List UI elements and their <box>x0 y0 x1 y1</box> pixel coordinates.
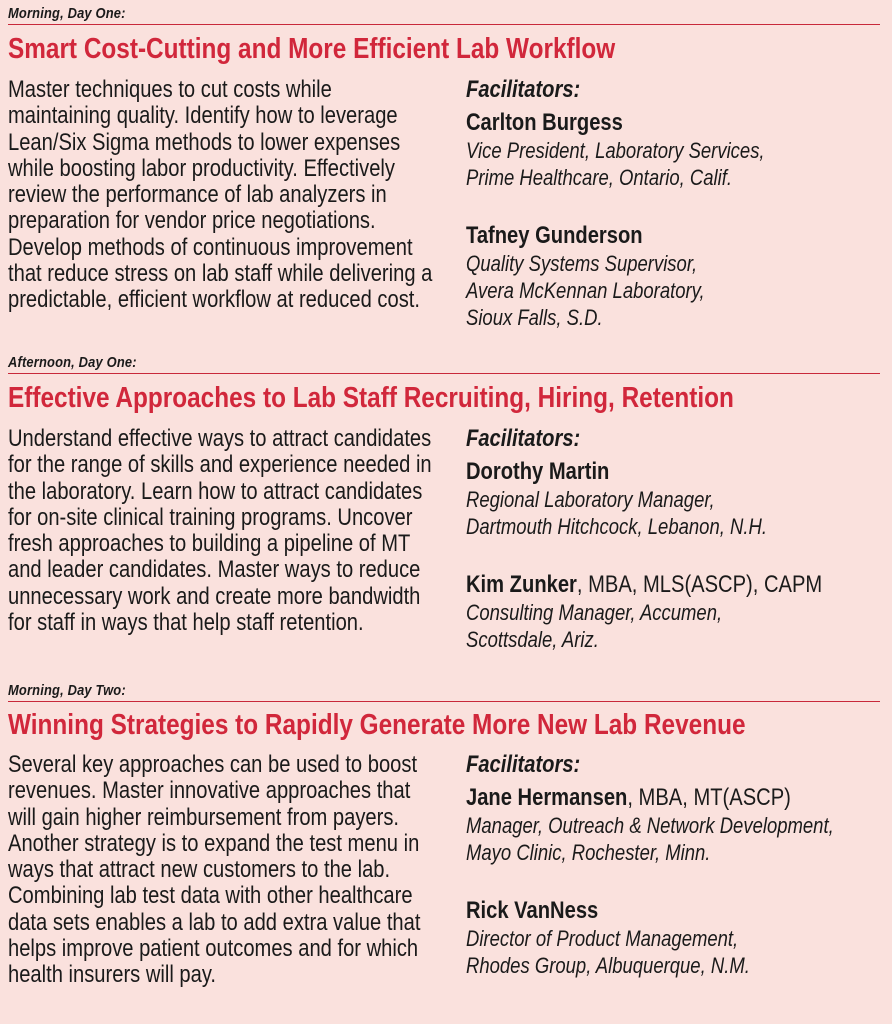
facilitator-name: Jane Hermansen <box>466 784 628 811</box>
facilitator-affiliation: Dartmouth Hitchcock, Lebanon, N.H. <box>466 514 767 539</box>
facilitator-name: Kim Zunker <box>466 571 577 598</box>
session-title: Winning Strategies to Rapidly Generate More New Lab Revenue <box>8 709 746 741</box>
facilitator-affiliation: Rhodes Group, Albuquerque, N.M. <box>466 953 750 978</box>
facilitator-title: Manager, Outreach & Network Development, <box>466 813 834 838</box>
facilitator-title: Vice President, Laboratory Services, <box>466 138 765 163</box>
facilitators-block <box>466 77 765 331</box>
session-title: Smart Cost-Cutting and More Efficient Lab Workflow <box>8 33 616 65</box>
facilitator-name: Rick VanNess <box>466 897 599 924</box>
session-description: Several key approaches can be used to boost revenues. Master innovative approaches that will gain higher reimbursement from payers. Another strategy is to expand the test menu in ways that attract new customers to the lab. Combining lab test data with other healthcare data sets enables a lab to add extra value that helps improve patient outcomes and for which health insurers will pay. <box>8 751 421 989</box>
facilitator-affiliation: Avera McKennan Laboratory, <box>466 278 705 303</box>
facilitator-title: Consulting Manager, Accumen, <box>466 600 723 625</box>
section-divider <box>8 373 880 374</box>
session-description: Master techniques to cut costs while maintaining quality. Identify how to leverage Lean/Six Sigma methods to lower expenses while boosting labor productivity. Effectively review the performance of lab analyzers in preparation for vendor price negotiations. Develop methods of continuous improvement that reduce stress on lab staff while delivering a predictable, efficient workflow at reduced cost. <box>8 76 433 314</box>
facilitator-affiliation: Scottsdale, Ariz. <box>466 627 599 652</box>
facilitator <box>466 109 765 191</box>
facilitator-location: Sioux Falls, S.D. <box>466 305 603 330</box>
session-label: Morning, Day One: <box>8 5 126 22</box>
session-description: Understand effective ways to attract candidates for the range of skills and experience needed in the laboratory. Learn how to attract candidates for on-site clinical training programs. Uncover fresh approaches to building a pipeline of MT and leader candidates. Master ways to reduce unnecessary work and create more bandwidth for staff in ways that help staff retention. <box>8 425 432 637</box>
facilitator-name: Dorothy Martin <box>466 458 610 485</box>
session-title: Effective Approaches to Lab Staff Recruiting, Hiring, Retention <box>8 382 734 414</box>
facilitator <box>466 784 834 866</box>
facilitators-heading: Facilitators: <box>466 425 581 452</box>
facilitator <box>466 897 834 979</box>
facilitator <box>466 222 765 331</box>
facilitators-block <box>466 426 822 653</box>
session-label: Afternoon, Day One: <box>8 354 137 371</box>
facilitator-title: Director of Product Management, <box>466 926 739 951</box>
session-label: Morning, Day Two: <box>8 682 126 699</box>
facilitator-affiliation: Mayo Clinic, Rochester, Minn. <box>466 840 711 865</box>
facilitator-name: Carlton Burgess <box>466 109 623 136</box>
facilitator <box>466 458 822 540</box>
facilitator-affiliation: Prime Healthcare, Ontario, Calif. <box>466 165 733 190</box>
facilitators-heading: Facilitators: <box>466 76 581 103</box>
facilitator <box>466 571 822 653</box>
facilitator-title: Regional Laboratory Manager, <box>466 487 715 512</box>
section-divider <box>8 24 880 25</box>
facilitator-title: Quality Systems Supervisor, <box>466 251 698 276</box>
facilitator-name: Tafney Gunderson <box>466 222 643 249</box>
facilitators-heading: Facilitators: <box>466 751 581 778</box>
facilitator-credentials: , MBA, MLS(ASCP), CAPM <box>576 571 823 598</box>
section-divider <box>8 701 880 702</box>
facilitator-credentials: , MBA, MT(ASCP) <box>627 784 791 811</box>
facilitators-block <box>466 752 834 979</box>
